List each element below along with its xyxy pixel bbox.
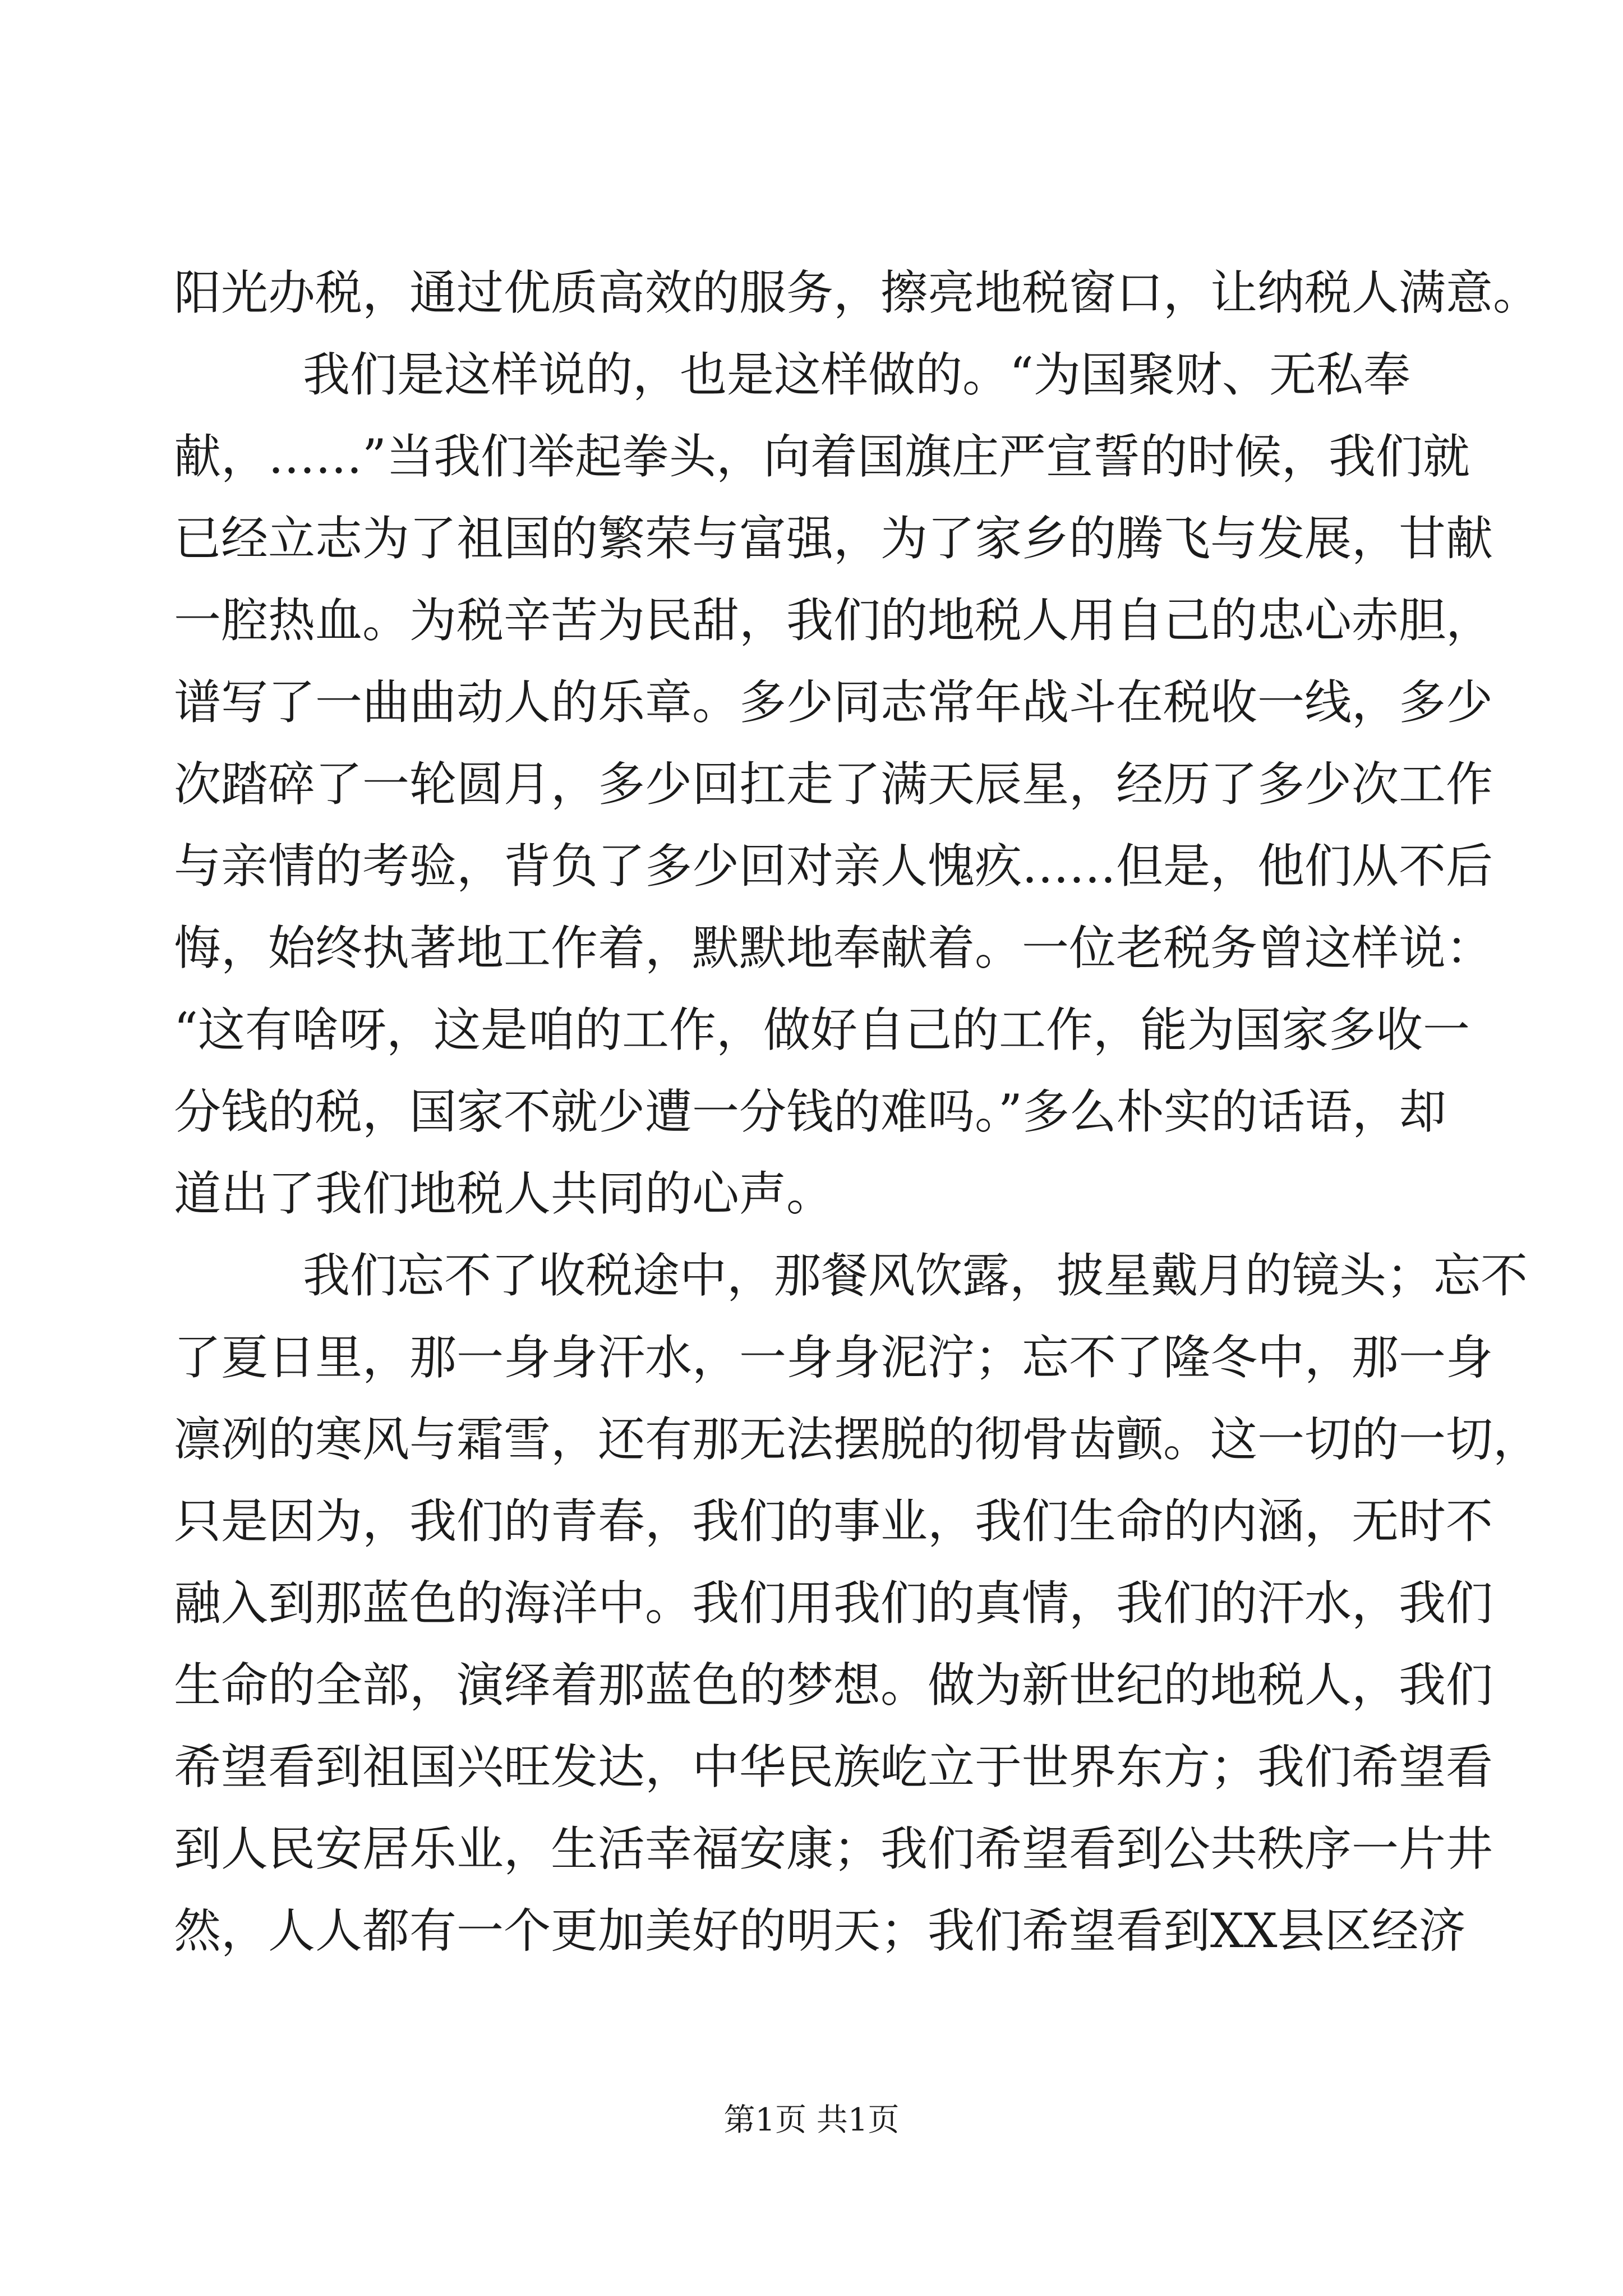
text-line-8: 与亲情的考验，背负了多少回对亲人愧疚……但是，他们从不后 [174,839,1493,894]
page-footer: 第1页 共1页 [723,2102,900,2138]
text-line-12: 道出了我们地税人共同的心声。 [174,1166,834,1221]
text-line-6: 谱写了一曲曲动人的乐章。多少同志常年战斗在税收一线，多少 [174,675,1493,730]
text-line-21: 然，人人都有一个更加美好的明天；我们希望看到XX县区经济 [174,1903,1466,1958]
text-line-10: “这有啥呀，这是咱的工作，做好自己的工作，能为国家多收一 [174,1002,1470,1057]
text-line-2: 我们是这样说的，也是这样做的。“为国聚财、无私奉 [303,347,1410,402]
text-line-17: 融入到那蓝色的海洋中。我们用我们的真情，我们的汗水，我们 [174,1576,1493,1631]
text-line-15: 凛冽的寒风与霜雪，还有那无法摆脱的彻骨齿颤。这一切的一切， [174,1412,1541,1467]
text-line-19: 希望看到祖国兴旺发达，中华民族屹立于世界东方；我们希望看 [174,1740,1493,1795]
text-line-11: 分钱的税，国家不就少遭一分钱的难吗。”多么朴实的话语，却 [174,1084,1446,1139]
text-line-9: 悔，始终执著地工作着，默默地奉献着。一位老税务曾这样说： [174,921,1493,976]
text-line-7: 次踏碎了一轮圆月，多少回扛走了满天辰星，经历了多少次工作 [174,757,1493,812]
text-line-4: 已经立志为了祖国的繁荣与富强，为了家乡的腾飞与发展，甘献 [174,511,1493,566]
text-line-20: 到人民安居乐业，生活幸福安康；我们希望看到公共秩序一片井 [174,1821,1493,1876]
text-line-13: 我们忘不了收税途中，那餐风饮露，披星戴月的镜头；忘不 [303,1248,1528,1303]
text-line-16: 只是因为，我们的青春，我们的事业，我们生命的内涵，无时不 [174,1494,1493,1549]
text-line-5: 一腔热血。为税辛苦为民甜，我们的地税人用自己的忠心赤胆， [174,593,1493,648]
text-line-3: 献，……”当我们举起拳头，向着国旗庄严宣誓的时候，我们就 [174,429,1470,484]
text-line-1: 阳光办税，通过优质高效的服务，擦亮地税窗口，让纳税人满意。 [174,265,1541,320]
text-line-14: 了夏日里，那一身身汗水，一身身泥泞；忘不了隆冬中，那一身 [174,1330,1493,1385]
text-line-18: 生命的全部，演绎着那蓝色的梦想。做为新世纪的地税人，我们 [174,1658,1493,1713]
